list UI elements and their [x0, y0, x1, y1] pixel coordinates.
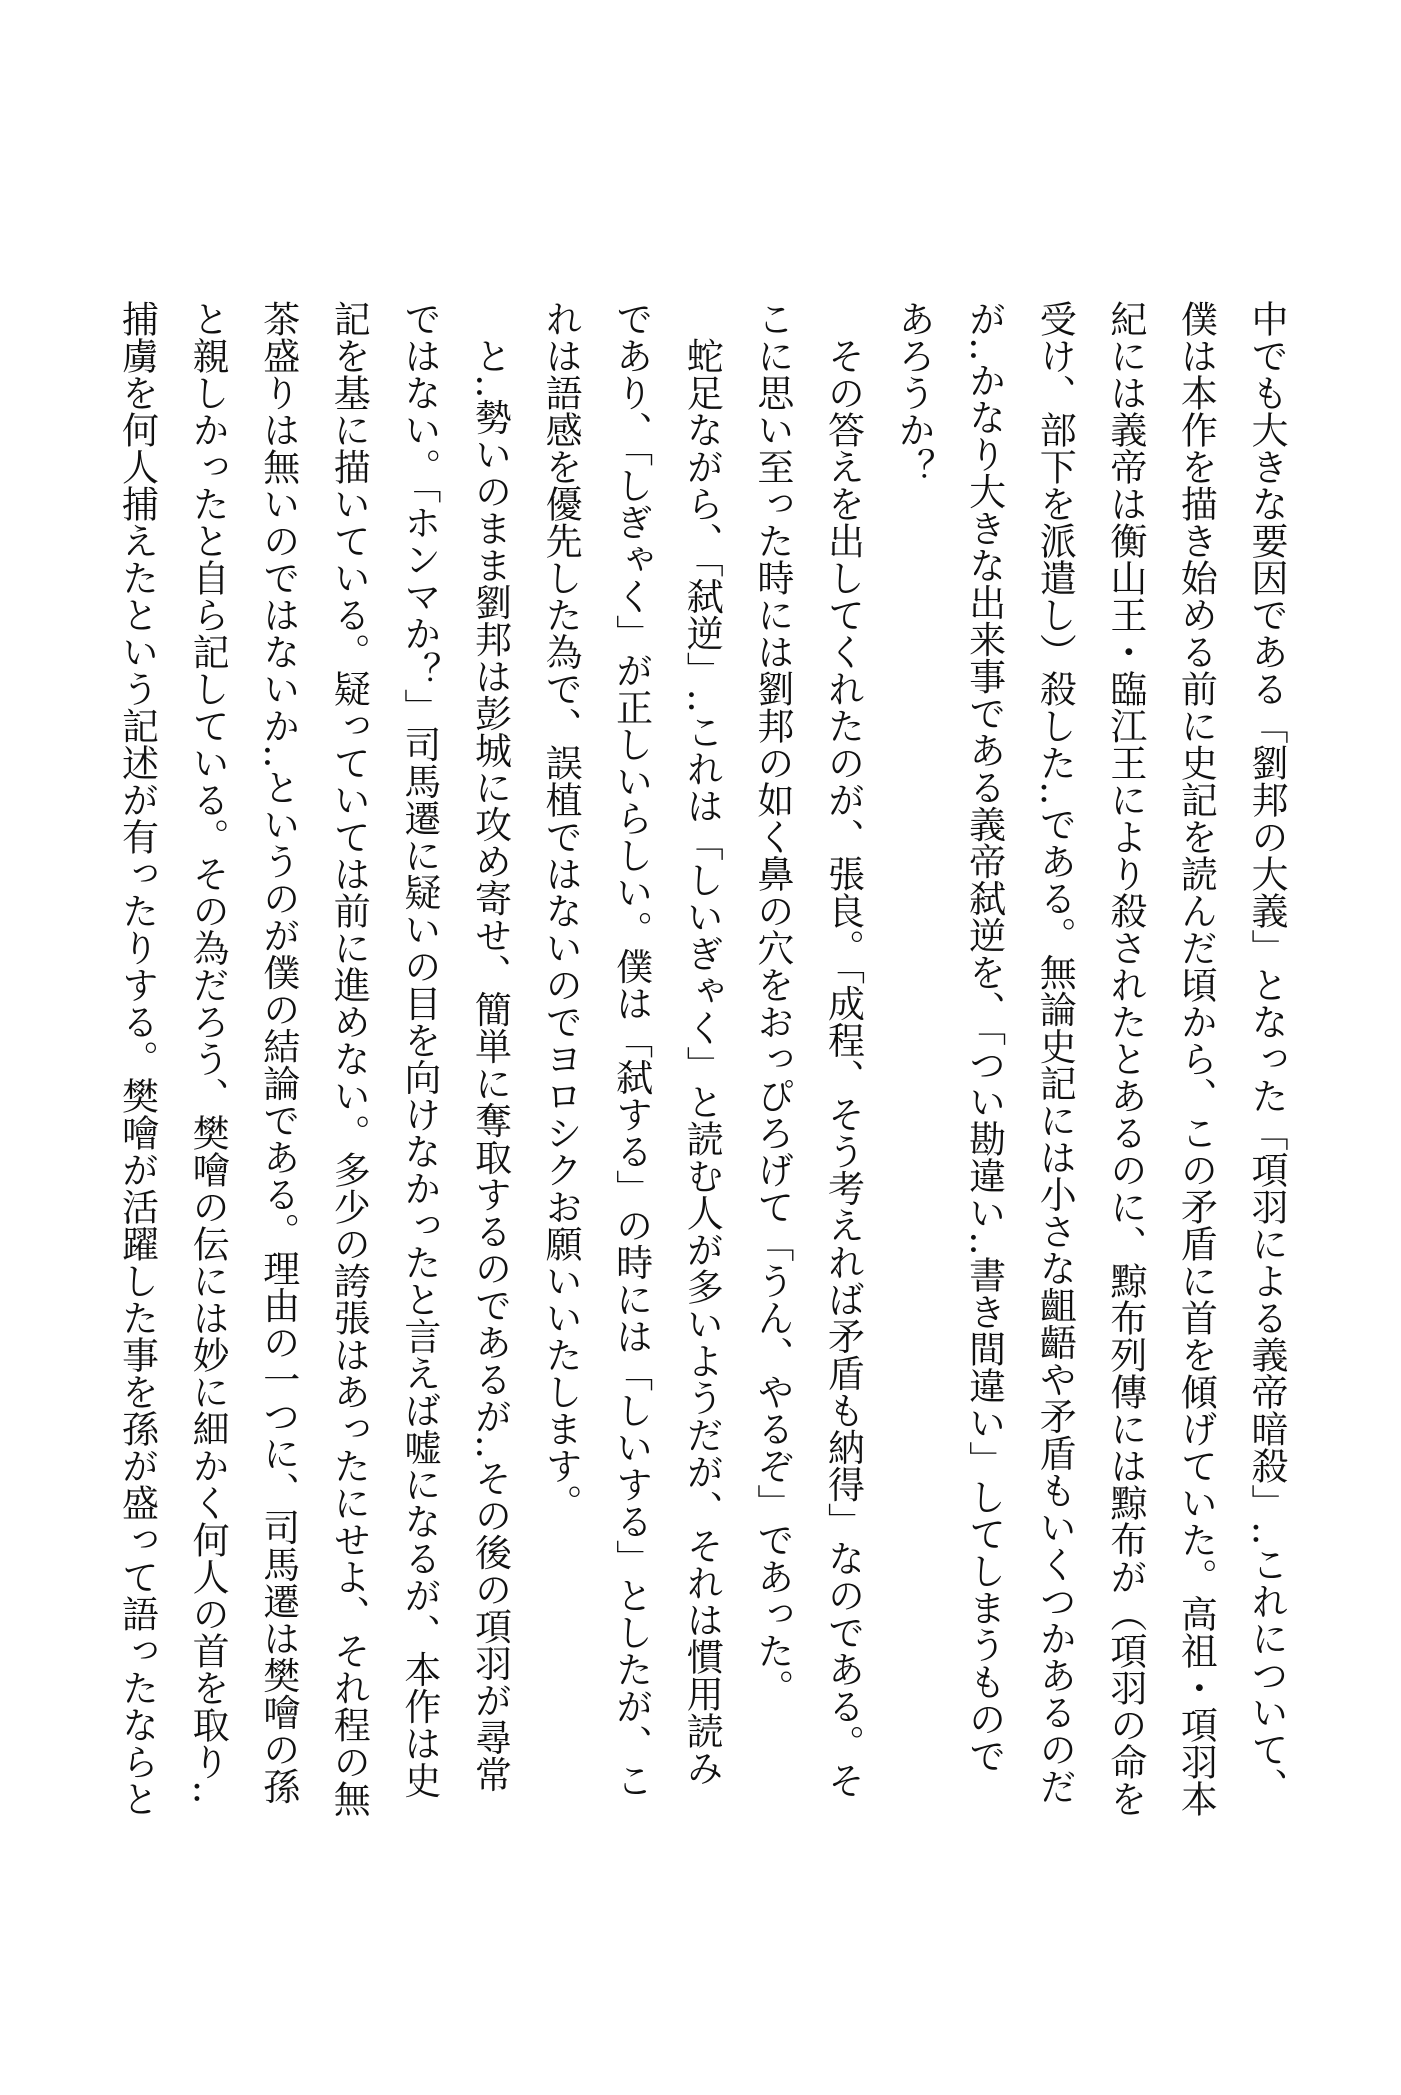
text-column: こに思い至った時には劉邦の如く鼻の穴をおっぴろげて「うん、やるぞ」であった。: [750, 300, 794, 1706]
text-column: 蛇足ながら、「弑逆」‥これは「しいぎゃく」と読む人が多いようだが、それは慣用読み: [680, 300, 724, 1787]
text-column: であり、「しぎゃく」が正しいらしい。僕は「弑する」の時には「しいする」としたが、こ: [609, 300, 653, 1799]
text-column: その答えを出してくれたのが、張良。「成程、そう考えれば矛盾も納得」なのである。そ: [821, 300, 865, 1799]
text-column: 茶盛りは無いのではないか‥というのが僕の結論である。理由の一つに、司馬遷は樊噲の孫: [256, 300, 300, 1805]
text-column: 捕虜を何人捕えたという記述が有ったりする。樊噲が活躍した事を孫が盛って語ったならと: [115, 300, 159, 1817]
text-column: ではない。「ホンマか？」司馬遷に疑いの目を向けなかったと言えば嘘になるが、本作は史: [397, 300, 441, 1799]
text-column: が‥かなり大きな出来事である義帝弑逆を、「つい勘違い‥書き間違い」してしまうもので: [962, 300, 1006, 1774]
text-column: あろうか？: [892, 300, 936, 485]
text-column: 記を基に描いている。疑っていては前に進めない。多少の誇張はあったにせよ、それ程の無: [327, 300, 371, 1817]
text-column: と‥勢いのまま劉邦は彭城に攻め寄せ、簡単に奪取するのであるが‥その後の項羽が尋常: [468, 300, 512, 1793]
text-column: 僕は本作を描き始める前に史記を読んだ頃から、この矛盾に首を傾げていた。高祖・項羽本: [1174, 300, 1218, 1817]
text-column: れは語感を優先した為で、誤植ではないのでヨロシクお願いいたします。: [539, 300, 583, 1521]
vertical-text-body: [101, 300, 1301, 1817]
text-column: と親しかったと自ら記している。その為だろう、樊噲の伝には妙に細かく何人の首を取り‥: [186, 300, 230, 1805]
text-column: 受け、部下を派遣し）殺した‥である。無論史記には小さな齟齬や矛盾もいくつかあるのだ: [1033, 300, 1077, 1805]
text-column: 紀には義帝は衡山王・臨江王により殺されたとあるのに、黥布列傳には黥布が（項羽の命を: [1103, 300, 1147, 1817]
text-column: 中でも大きな要因である「劉邦の大義」となった「項羽による義帝暗殺」‥これについて、: [1245, 300, 1288, 1805]
